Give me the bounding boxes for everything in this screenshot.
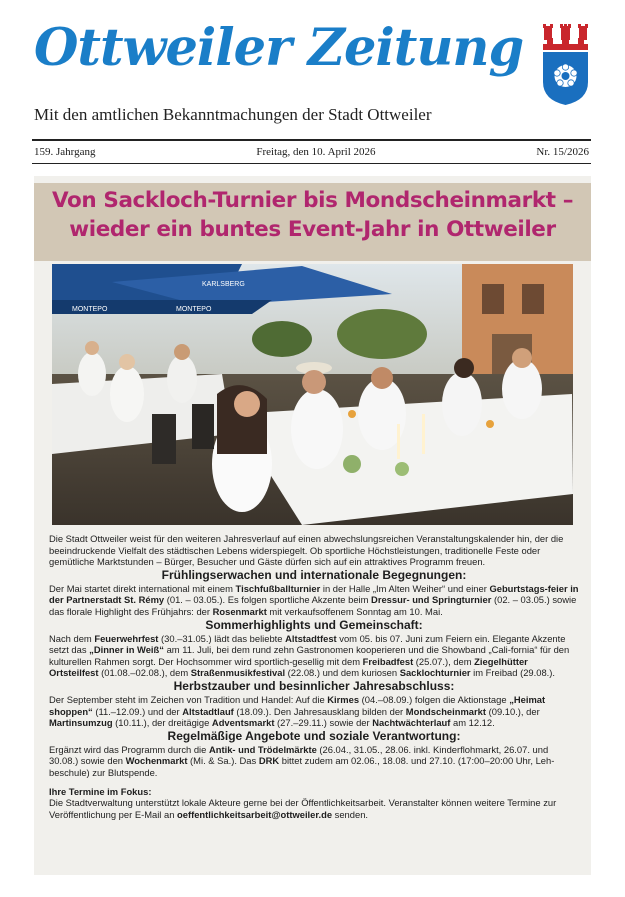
section-text-summer [49,633,579,679]
text-run: (09.10.), der [486,705,540,717]
text-run: (01. – 03.05.). Es folgen sportliche Akzente beim [164,594,372,606]
sign-1: MONTEPO [72,306,108,313]
text-run: vom 05. bis 07. Juni zum Feiern ein. Elegante Akzente setzt das [49,632,566,656]
article-body [49,533,579,820]
text-run: Der Mai startet direkt international mit einem [49,582,236,594]
text-run: Der September steht im Zeichen von Tradition und Handel: Auf die [49,693,328,705]
section-text-regular [49,744,579,779]
section-heading-regular: Regelmäßige Angebote und soziale Verantwortung: [167,728,461,743]
section-heading-spring: Frühlingserwachen und internationale Begegnungen: [161,567,467,582]
highlight: Sacklochturnier [399,667,471,679]
text-run: (02. – 03.05.) sowie das florale Highlight des Frühjahrs: der [49,594,577,617]
highlight: Altstadtfest [285,632,337,644]
text-run: (04.–08.09.) folgen die Aktionstage [359,693,510,705]
text-run: (22.08.) und dem kuriosen [285,667,400,679]
coat-of-arms-icon [541,24,590,106]
highlight: Martinsumzug [49,717,113,729]
text-run: Die Stadtverwaltung unterstützt lokale Akteure gerne bei der Öffentlichkeitsarbeit. Veranstalter können weitere Termine zur Veröffentlichung per E-Mail an [49,797,557,820]
section-text-autumn [49,694,579,729]
text-run: (11.–12.09.) und der [92,705,183,717]
highlight: Geburtstags-feier in der Partnerstadt St. Rémy [49,582,579,606]
text-run: (25.07.), dem [413,655,475,667]
lead-article [34,176,591,875]
header-rule-bottom [32,163,591,164]
highlight: Straßenmusikfestival [190,667,286,679]
highlight: „Heimat shoppen“ [49,693,546,717]
text-run: am 11. Juli, bei dem rund zehn Gastronomen kooperieren und die Showband „Cali-fornia“ für den kulturellen Rahmen sorgt. Der Hochsommer wird sportlich-gesellig mit dem [49,644,570,667]
sign-2: KARLSBERG [202,281,245,288]
sign-3: MONTEPO [176,306,212,313]
section-text-spring [49,583,579,618]
highlight: Rosenmarkt [212,605,267,617]
email-link[interactable]: oeffentlichkeitsarbeit@ottweiler.de [177,808,333,820]
section-text-contact [49,797,579,820]
issue-date: Freitag, den 10. April 2026 [256,146,376,158]
intro-paragraph: Die Stadt Ottweiler weist für den weiteren Jahresverlauf auf einen abwechslungsreichen Veranstaltungskalender hin, der die beeindruckende Vielfalt des städtischen Lebens widerspiegelt. Ob sportliche Höchstleistungen, traditionelle Feste oder gemütliche Marktstunden – Bürger, Besucher und Gäste dürfen sich auf ein attraktives Programm freuen. [49,533,564,568]
newspaper-title: Ottweiler Zeitung [34,18,524,78]
highlight: Mondscheinmarkt [405,705,487,717]
section-heading-autumn: Herbstzauber und besinnlicher Jahresabschluss: [173,678,455,693]
text-run: senden. [332,808,369,820]
issue-number: Nr. 15/2026 [536,146,589,158]
header-rule-top [32,139,591,141]
highlight: Ziegelhütter Ortsteilfest [49,655,528,679]
highlight: Altstadtlauf [182,705,234,717]
text-run: (27.–29.11.) sowie der [274,717,373,729]
issue-volume: 159. Jahrgang [34,146,96,158]
issue-info-row [34,146,589,158]
highlight: Antik- und Trödelmärkte [208,743,317,755]
event-photo [52,264,573,525]
section-heading-contact: Ihre Termine im Fokus: [49,785,152,797]
highlight: Wochenmarkt [125,755,188,767]
highlight: Feuerwehrfest [94,632,159,644]
highlight: DRK [258,755,280,767]
article-headline [34,186,591,244]
text-run: (01.08.–02.08.), dem [98,667,191,679]
text-run: (26.04., 31.05., 28.06. inkl. Kinderflohmarkt, 26.07. und 30.08.) sowie den [49,743,549,767]
masthead-logo [34,18,524,96]
highlight: „Dinner in Weiß“ [89,644,164,656]
text-run: (18.09.). Den Jahresausklang bilden der [233,705,406,717]
masthead-subtitle: Mit den amtlichen Bekanntmachungen der Stadt Ottweiler [34,105,432,124]
highlight: Adventsmarkt [211,717,275,729]
text-run: bittet zudem am 02.06., 18.08. und 27.10. (17:00–20:00 Uhr, Leh-beschule) zur Blutspende. [49,755,555,778]
text-run: in der Halle „Im Alten Weiher“ und einer [320,582,490,594]
text-run: Ergänzt wird das Programm durch die [49,743,209,755]
text-run: (10.11.), der dreitägige [112,717,212,729]
headline-line-2: wieder ein buntes Event-Jahr in Ottweiler [69,217,556,242]
text-run: (30.–31.05.) lädt das beliebte [158,632,286,644]
highlight: Nachtwächterlauf [372,717,451,729]
highlight: Freibadfest [362,655,414,667]
spacer [49,779,579,786]
highlight: Dressur- und Springturnier [371,594,492,606]
highlight: Tischfußballturnier [235,582,321,594]
text-run: Nach dem [49,632,95,644]
headline-line-1: Von Sackloch-Turnier bis Mondscheinmarkt – [51,188,574,213]
section-heading-summer: Sommerhighlights und Gemeinschaft: [205,617,423,632]
highlight: Kirmes [327,693,360,705]
text-run: (Mi. & Sa.). Das [187,755,259,767]
text-run: mit verkaufsoffenem Sonntag am 10. Mai. [266,605,443,617]
text-run: am 12.12. [450,717,495,729]
text-run: im Freibad (29.08.). [470,667,555,679]
